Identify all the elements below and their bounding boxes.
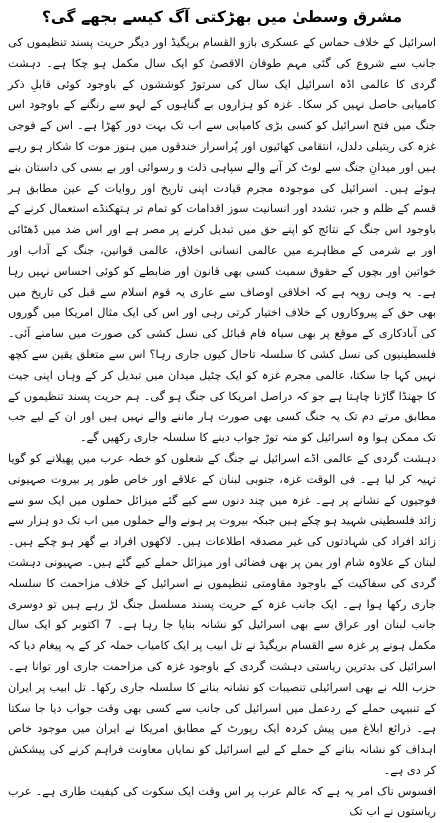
- article-paragraph: اسرائیل کے خلاف حماس کے عسکری بازو القسام بریگیڈ اور دیگر حریت پسند تنظیموں کی جانب سے شروع کی گئی مہم طوفان الاقصیٰ کو ایک سال مکمل ہو چکا ہے۔ دہشت گردی کا عالمی اڈہ اسرائیل ایک سال کی سرتوڑ کوششوں کے باوجود کوئی قابلِ ذکر کامیابی حاصل نہیں کر سکا۔ غزہ کو ہزاروں بے گناہوں کے لہو سے رنگنے کے باوجود اس جنگ میں فتح اسرائیل کو کسی بڑی کامیابی سے اب تک بہت دور کھڑا ہے۔ اس کے فوجی غزہ کی ریتیلی دلدل، انتقامی کھائیوں اور پُراسرار خندقوں میں ہنوز موت کا شکار ہو رہے ہیں اور میدانِ جنگ سے لوٹ کر آنے والے سپاہی ذلت و رسوائی اور بے بسی کی داستان بنے ہوئے ہیں۔ اسرائیل کی موجودہ مجرم قیادت اپنی تاریخ اور روایات کے عین مطابق ہر قسم کے ظلم و جبر، تشدد اور انسانیت سوز اقدامات کو تمام تر ہتھکنڈے استعمال کرنے کے باوجود اس جنگ کے نتائج کو اپنے حق میں تبدیل کرنے پر مصر ہے اور اس ضد میں ڈھٹائی اور بے شرمی کے مظاہرے میں عالمی انسانی اخلاق، عالمی قوانین، جنگ کے آداب اور خواتین اور بچوں کے حقوق سمیت کسی بھی قانون اور ضابطے کو کوئی احساس نہیں رہا ہے۔ یہ وہی رویہ ہے کہ اخلاقی اوصاف سے عاری یہ قوم اسلام سے قبل کی تاریخ میں بھی حق کے پیروکاروں کے خلاف اختیار کرتی رہی اور اس کی ایک مثال امریکا میں گوروں کی آبادکاری کے موقع پر بھی سیاہ فام قبائل کی نسل کشی کی صورت میں سامنے آئی۔ فلسطینیوں کی نسل کشی کا سلسلہ تاحال کیوں جاری رہا؟ اس سے متعلق یقین سے کچھ نہیں کہا جا سکتا، عالمی مجرم غزہ کو ایک چٹیل میدان میں تبدیل کر کے وہاں اپنی جیت کا جھنڈا گاڑنا چاہتا ہے جو کہ دراصل امریکا کی جنگ ہو گی۔ ہم حریت پسند تنظیموں کے مطابق مرتے دم تک یہ جنگ کسی بھی صورت ہار ماننے والے نہیں ہیں اور ان کے لیے جب تک ممکن ہوا وہ اسرائیل کو منہ توڑ جواب دینے کا سلسلہ جاری رکھیں گے۔: [8, 36, 436, 445]
- article-paragraph: افسوس ناک امر یہ ہے کہ عالم عرب پر اس وقت ایک سکوت کی کیفیت طاری ہے۔ عرب ریاستوں نے اب تک: [8, 784, 436, 819]
- article-headline: مشرق وسطیٰ میں بھڑکتی آگ کیسے بجھے گی؟: [41, 8, 403, 26]
- article-body: [8, 33, 436, 823]
- article-paragraph: دہشت گردی کے عالمی اڈے اسرائیل نے جنگ کے شعلوں کو خطہ عرب میں پھیلانے کو گویا تہیہ کر لیا ہے۔ فی الوقت غزہ، جنوبی لبنان کے علاقے اور خاص طور پر بیروت صہیونی فوجیوں کے نشانے پر ہے۔ غزہ میں چند دنوں سے کیے گئے میزائل حملوں میں ایک سو سے زائد فلسطینی شہید ہو چکے ہیں جبکہ بیروت پر ہونے والے حملوں میں اب تک دو ہزار سے زائد افراد کی شہادتوں کی غیر مصدقہ اطلاعات ہیں۔ لاکھوں افراد بے گھر ہو چکے ہیں۔ لبنان کے علاوہ شام اور یمن پر بھی فضائی اور میزائل حملے کیے گئے ہیں۔ صہیونی دہشت گردی کی سفاکیت کے باوجود مقاومتی تنظیموں نے اسرائیل کے خلاف مزاحمت کا سلسلہ جاری رکھا ہوا ہے۔ ایک جانب غزہ کے حریت پسند مسلسل جنگ لڑ رہے ہیں تو دوسری جانب لبنان اور عراق سے بھی اسرائیل کو نشانہ بنایا جا رہا ہے۔ 7 اکتوبر کو ایک سال مکمل ہونے پر غزہ سے القسام بریگیڈ نے تل ابیب پر ایک کامیاب حملہ کر کے یہ پیغام دیا کہ اسرائیل کی بدترین ریاستی دہشت گردی کے باوجود غزہ کی مزاحمت جاری اور توانا ہے۔ حزب اللہ نے بھی اسرائیلی تنصیبات کو نشانہ بنانے کا سلسلہ جاری رکھا۔ تل ابیب پر ایران کے تنبیہی حملے کے ردعمل میں اسرائیل کی جانب سے کسی بھی وقت جواب دیا جا سکتا ہے۔ ذرائع ابلاغ میں پیش کردہ ایک رپورٹ کے مطابق امریکا نے ایران میں موجود خاص اہداف کو نشانہ بنانے کے حملے کے لیے اسرائیل کو نمایاں معاونت فراہم کرنے کی پیشکش کر دی ہے۔: [8, 451, 436, 777]
